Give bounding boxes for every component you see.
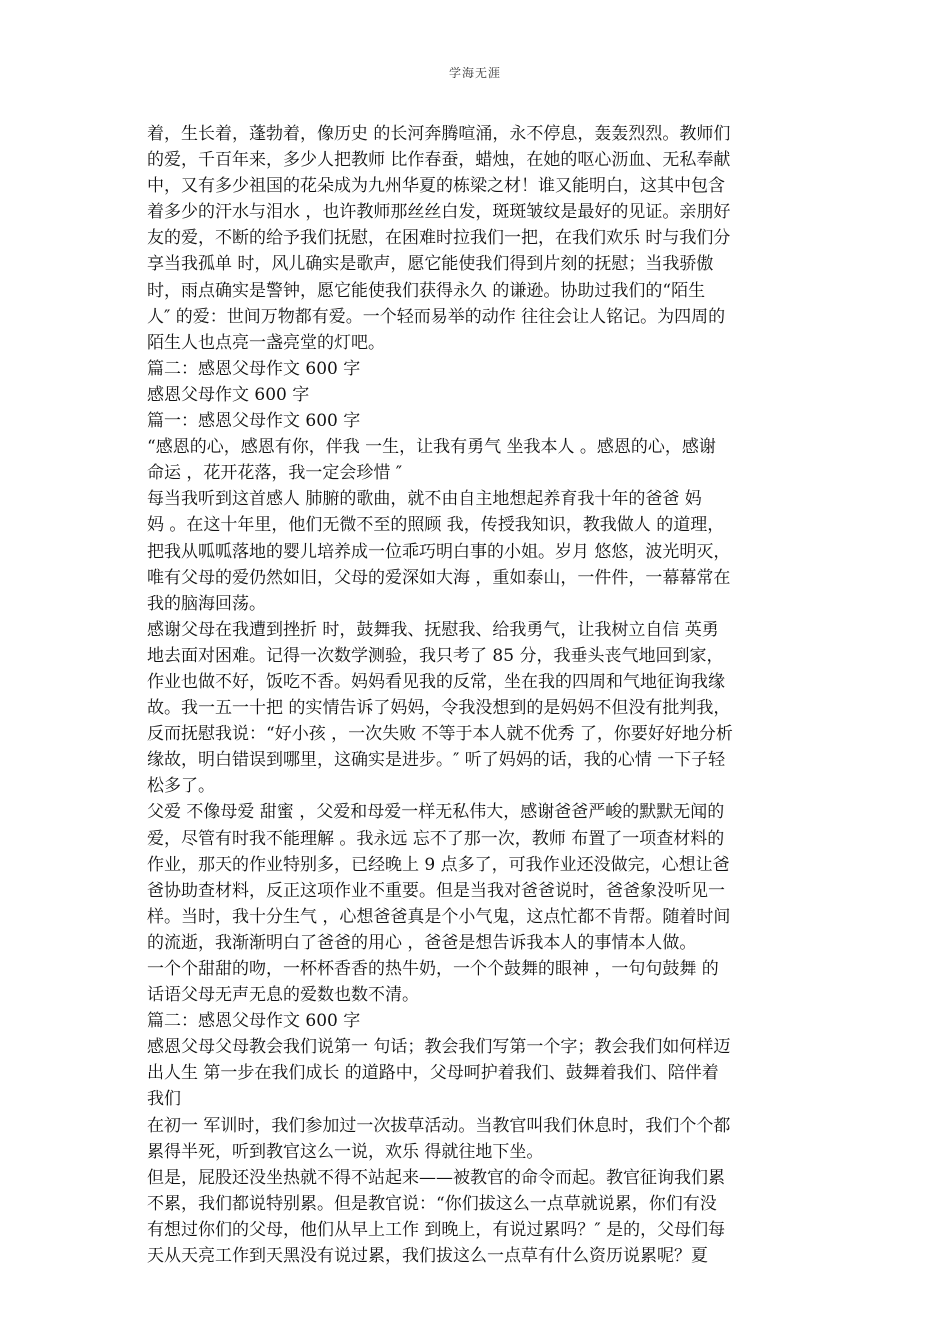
text-line: 感恩父母作文 600 字 — [147, 384, 310, 405]
text-line: 父爱 不像母爱 甜蜜 ，父爱和母爱一样无私伟大，感谢爸爸严峻的默默无闻的 — [147, 802, 725, 823]
text-line: 话语父母无声无息的爱数也数不清。 — [147, 985, 419, 1006]
text-line: 在初一 军训时，我们参加过一次拔草活动。当教官叫我们休息时，我们个个都 — [147, 1115, 731, 1136]
text-line: 篇一：感恩父母作文 600 字 — [147, 411, 361, 432]
text-line: 爸协助查材料，反正这项作业不重要。但是当我对爸爸说时，爸爸象没听见一 — [147, 880, 725, 901]
text-line: 命运 ，花开花落，我一定会珍惜 ″ — [147, 463, 403, 484]
page-header: 学海无涯 — [448, 66, 501, 80]
text-line: 着，生长着，蓬勃着，像历史 的长河奔腾喧涌，永不停息，轰轰烈烈。教师们 — [147, 124, 731, 144]
text-line: 作业也做不好，饭吃不香。妈妈看见我的反常，坐在我的四周和气地征询我缘 — [147, 671, 725, 692]
text-line: 篇二：感恩父母作文 600 字 — [147, 1011, 361, 1032]
text-line: “感恩的心，感恩有你，伴我 一生，让我有勇气 坐我本人 。感恩的心，感谢 — [147, 437, 716, 458]
text-line: 累得半死，听到教官这么一说，欢乐 得就往地下坐。 — [147, 1141, 544, 1162]
text-line: 唯有父母的爱仍然如旧，父母的爱深如大海 ，重如泰山，一件件，一幕幕常在 — [147, 567, 731, 588]
text-line: 享当我孤单 时，风儿确实是歌声，愿它能使我们得到片刻的抚慰；当我骄傲 — [147, 254, 714, 275]
text-line: 缘故，明白错误到哪里，这确实是进步。″ 听了妈妈的话，我的心情 一下子轻 — [147, 750, 726, 771]
text-line: 不累，我们都说特别累。但是教官说：“你们拔这么一点草就说累，你们有没 — [147, 1193, 717, 1214]
text-line: 但是，屁股还没坐热就不得不站起来——被教官的命令而起。教官征询我们累 — [147, 1167, 725, 1188]
text-line: 爱，尽管有时我不能理解 。我永远 忘不了那一次，教师 布置了一项查材料的 — [147, 828, 725, 849]
text-line: 篇二：感恩父母作文 600 字 — [147, 358, 361, 379]
text-line: 天从天亮工作到天黑没有说过累，我们拔这么一点草有什么资历说累呢？夏 — [147, 1246, 708, 1267]
text-line: 每当我听到这首感人 肺腑的歌曲，就不由自主地想起养育我十年的爸爸 妈 — [147, 489, 702, 510]
text-line: 样。当时，我十分生气 ，心想爸爸真是个小气鬼，这点忙都不肯帮。随着时间 — [147, 906, 731, 927]
text-line: 着多少的汗水与泪水 ，也许教师那丝丝白发，斑斑皱纹是最好的见证。亲朋好 — [147, 202, 731, 223]
text-line: 感谢父母在我遭到挫折 时，鼓舞我、抚慰我、给我勇气，让我树立自信 英勇 — [147, 619, 719, 640]
text-line: 友的爱，不断的给予我们抚慰，在困难时拉我们一把，在我们欢乐 时与我们分 — [147, 228, 731, 249]
text-line: 陌生人也点亮一盏亮堂的灯吧。 — [147, 332, 385, 353]
text-line: 有想过你们的父母，他们从早上工作 到晚上，有说过累吗？″ 是的，父母们每 — [147, 1219, 726, 1240]
text-line: 人″ 的爱：世间万物都有爱。一个轻而易举的动作 往往会让人铭记。为四周的 — [147, 306, 726, 327]
text-line: 时，雨点确实是警钟，愿它能使我们获得永久 的谦逊。协助过我们的“陌生 — [147, 280, 706, 301]
text-line: 的爱，千百年来，多少人把教师 比作春蚕，蜡烛，在她的呕心沥血、无私奉献 — [147, 150, 731, 171]
text-line: 妈 。在这十年里，他们无微不至的照顾 我，传授我知识，教我做人 的道理， — [147, 515, 725, 536]
text-line: 出人生 第一步在我们成长 的道路中，父母呵护着我们、鼓舞着我们、陪伴着 — [147, 1063, 719, 1084]
text-line: 故。我一五一十把 的实情告诉了妈妈，令我没想到的是妈妈不但没有批判我， — [147, 698, 731, 719]
essay-body — [147, 121, 807, 1269]
text-line: 把我从呱呱落地的婴儿培养成一位乖巧明白事的小姐。岁月 悠悠，波光明灭， — [147, 541, 731, 562]
text-line: 的流逝，我渐渐明白了爸爸的用心 ，爸爸是想告诉我本人的事情本人做。 — [147, 932, 697, 953]
text-line: 中，又有多少祖国的花朵成为九州华夏的栋梁之材！谁又能明白，这其中包含 — [147, 176, 725, 197]
text-line: 一个个甜甜的吻，一杯杯香香的热牛奶，一个个鼓舞的眼神 ，一句句鼓舞 的 — [147, 959, 719, 979]
text-line: 地去面对困难。记得一次数学测验，我只考了 85 分，我垂头丧气地回到家， — [147, 645, 724, 666]
text-line: 我的脑海回荡。 — [147, 593, 266, 614]
text-line: 作业，那天的作业特别多，已经晚上 9 点多了，可我作业还没做完，心想让爸 — [147, 854, 730, 875]
text-line: 松多了。 — [147, 776, 215, 797]
text-line: 反而抚慰我说：“好小孩 ，一次失败 不等于本人就不优秀 了，你要好好地分析 — [147, 724, 733, 745]
text-line: 我们 — [147, 1089, 181, 1110]
text-line: 感恩父母父母教会我们说第一 句话；教会我们写第一个字；教会我们如何样迈 — [147, 1037, 731, 1058]
